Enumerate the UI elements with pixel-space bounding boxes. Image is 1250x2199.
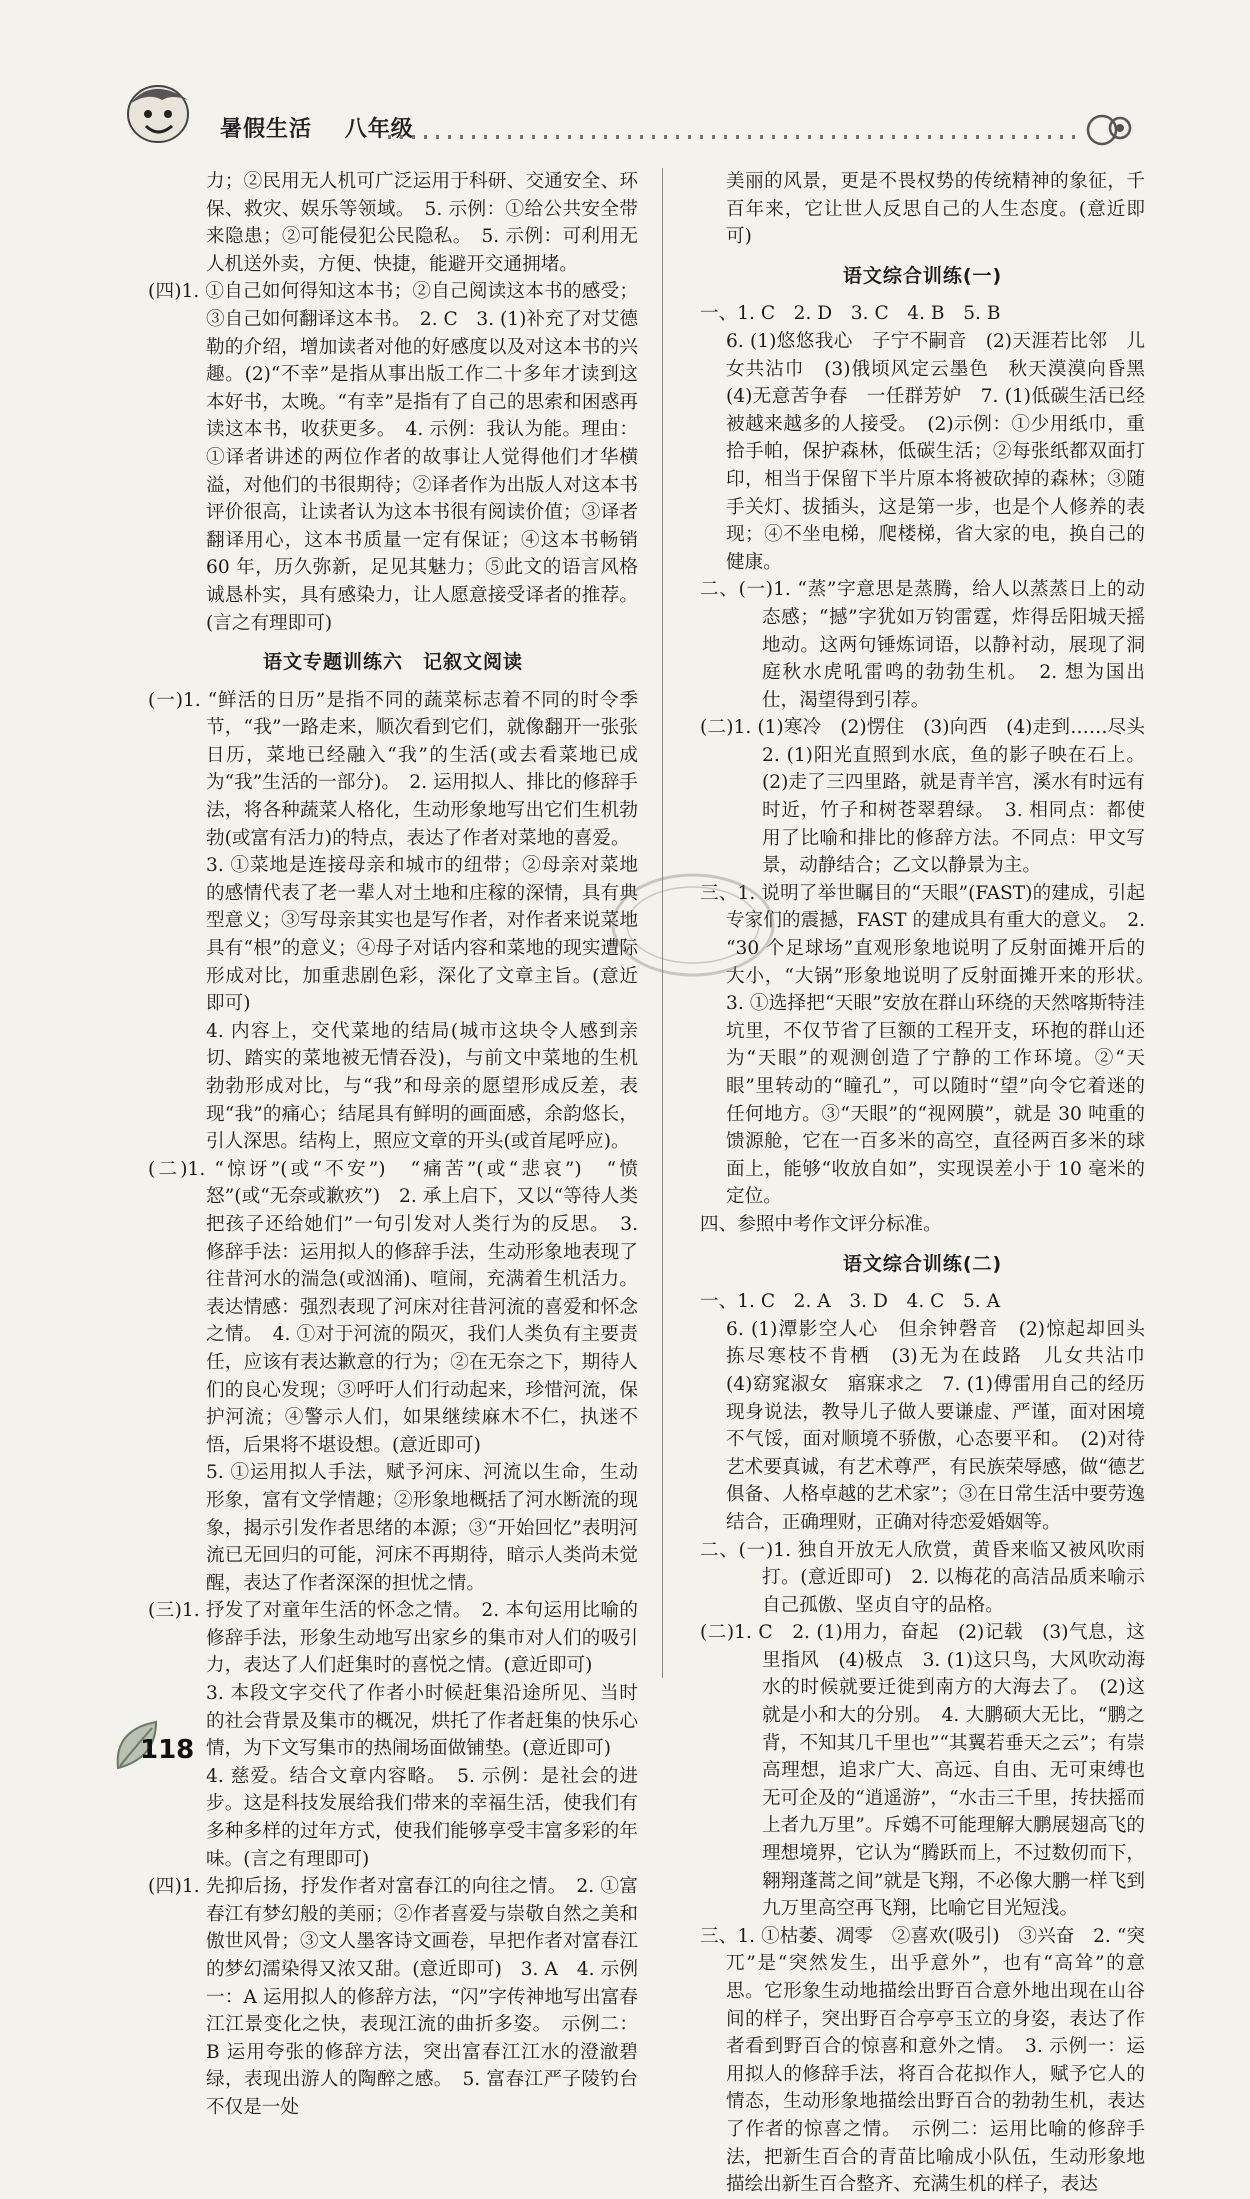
test-1-part-3: (二)1. (1)寒冷 (2)愣住 (3)向西 (4)走到……尽头 2. (1)阳光直照到水底，鱼的影子映在石上。(2)走了三四里路，就是青羊宫，溪水有时远有时近，竹子和树苍翠碧绿。 3. 相同点：都使用了比喻和排比的修辞方法。不同点：甲文写景，动静结合；乙文以静景为主。: [700, 717, 1164, 877]
answer-s1-q3: 3. ①菜地是连接母亲和城市的纽带；②母亲对菜地的感情代表了老一辈人对土地和庄稼的深情，具有典型意义；③写母亲其实也是写作者，对作者来说菜地具有“根”的意义；④母子对话内容和菜地的现实遭际形成对比，加重悲剧色彩，深化了文章主旨。(意近即可): [206, 855, 638, 1015]
answer-s1-q4: 4. 内容上，交代菜地的结局(城市这块令人感到亲切、踏实的菜地被无情吞没)，与前文中菜地的生机勃勃形成对比，与“我”和母亲的愿望形成反差，表现“我”的痛心；结尾具有鲜明的画面感，余韵悠长，引人深思。结构上，照应文章的开头(或首尾呼应)。: [206, 1020, 638, 1153]
page-header: [0, 0, 1250, 150]
test-1-part-4: 三、1. 说明了举世瞩目的“天眼”(FAST)的建成，引起专家们的震撼，FAST 的建成具有重大的意义。 2. “30 个足球场”直观形象地说明了反射面摊开后的大小，“大锅”形象地说明了反射面摊开来的形状。 3. ①选择把“天眼”安放在群山环绕的天然喀斯特洼坑里，不仅节省了巨额的工程开支，环抱的群山还为“天眼”的观测创造了宁静的工作环境。②“天眼”里转动的“瞳孔”，可以随时“望”向令它着迷的任何地方。③“天眼”的“视网膜”，就是 30 吨重的馈源舱，它在一百多米的高空，直径两百多米的球面上，能够“收放自如”，实现误差小于 10 毫米的定位。: [700, 882, 1164, 1208]
continued-answer-right: 美丽的风景，更是不畏权势的传统精神的象征，千百年来，它让世人反思自己的人生态度。(意近即可): [726, 171, 1145, 248]
test-1-title: 语文综合训练(一): [842, 264, 1003, 287]
answer-s2-q5: 5. ①运用拟人手法，赋予河床、河流以生命，生动形象，富有文学情趣；②形象地概括了河水断流的现象，揭示引发作者思绪的本源；③“开始回忆”表明河流已无回归的可能，河床不再期待，暗示人类尚未觉醒，表达了作者深深的担忧之情。: [206, 1462, 638, 1594]
continued-answer: 力；②民用无人机可广泛运用于科研、交通安全、环保、救灾、娱乐等领域。 5. 示例：①给公共安全带来隐患；②可能侵犯公民隐私。 5. 示例：可利用无人机送外卖，方便、快捷，能避开交通拥堵。: [206, 171, 638, 275]
test-2-part-2: 二、(一)1. 独自开放无人欣赏，黄昏来临又被风吹雨打。(意近即可) 2. 以梅花的高洁品质来喻示自己孤傲、坚贞自守的品格。: [700, 1539, 1145, 1616]
right-column: [700, 168, 1164, 2199]
test-1-part-5: 四、参照中考作文评分标准。: [700, 1213, 942, 1235]
answer-s2-q1: (二)1. “惊讶”(或“不安”) “痛苦”(或“悲哀”) “愤怒”(或“无奈或歉疚”) 2. 承上启下，又以“等待人类把孩子还给她们”一句引发对人类行为的反思。 3. 修辞手法：运用拟人的修辞手法，生动形象地表现了往昔河水的湍急(或汹涌)、喧闹，充满着生机活力。表达情感：强烈表现了河床对往昔河流的喜爱和怀念之情。 4. ①对于河流的陨灭，我们人类负有主要责任，应该有表达歉意的行为；②在无奈之下，期待人们的良心发现；③呼吁人们行动起来，珍惜河流，保护河流；④警示人们，如果继续麻木不仁，执迷不悟，后果将不堪设想。(意近即可): [148, 1158, 638, 1456]
grade-label: 八年级: [344, 117, 414, 142]
test-1-part-1: 一、1. C 2. D 3. C 4. B 5. B: [700, 303, 1001, 325]
test-2-part-3: (二)1. C 2. (1)用力，奋起 (2)记载 (3)气息，这里指风 (4)极点 3. (1)这只鸟，大风吹动海水的时候就要迁徙到南方的大海去了。 (2)这就是小和大的分别。 4. 大鹏硕大无比，“鹏之背，不知其几千里也”“其翼若垂天之云”；有崇高理想，追求广大、高远、自由、无可束缚也无可企及的“逍遥游”，“水击三千里，抟扶摇而上者九万里”。斥鴳不可能理解大鹏展翅高飞的理想境界，它认为“腾跃而上，不过数仞而下，翱翔蓬蒿之间”就是飞翔，不必像大鹏一样飞到九万里高空再飞翔，比喻它目光短浅。: [700, 1622, 1145, 1920]
page-number: 118: [140, 1735, 195, 1765]
watermark-stamp: [608, 870, 778, 980]
answer-part-4: (四)1. ①自己如何得知这本书；②自己阅读这本书的感受；③自己如何翻译这本书。 2. C 3. (1)补充了对艾德勒的介绍，增加读者对他的好感度以及对这本书的兴趣。(2)“不幸”是指从事出版工作二十多年才读到这本好书，太晚。“有幸”是指有了自己的思索和困惑再读这本书，收获更多。 4. 示例：我认为能。理由：①译者讲述的两位作者的故事让人觉得他们才华横溢，对他们的书很期待；②译者作为出版人对这本书评价很高，让读者认为这本书很有阅读价值；③译者翻译用心，这本书质量一定有保证；④这本书畅销 60 年，历久弥新，足见其魅力；⑤此文的语言风格诚恳朴实，具有感染力，让人愿意接受译者的推荐。(言之有理即可): [148, 281, 638, 634]
header-circles-icon: [1080, 108, 1150, 148]
left-column: [148, 168, 638, 2122]
test-2-part-4: 三、1. ①枯萎、凋零 ②喜欢(吸引) ③兴奋 2. “突兀”是“突然发生，出乎意外”，也有“高耸”的意思。它形象生动地描绘出野百合意外地出现在山谷间的样子，突出野百合亭亭玉立的身姿，表达了作者看到野百合的惊喜和意外之情。 3. 示例一：运用拟人的修辞手法，将百合花拟作人，赋予它人的情态，生动形象地描绘出野百合的勃勃生机，表达了作者的惊喜之情。 示例二：运用比喻的修辞手法，把新生百合的青苗比喻成小队伍，生动形象地描绘出新生百合整齐、充满生机的样子，表达: [700, 1925, 1145, 2196]
answer-s3-q3: 3. 本段文字交代了作者小时候赶集沿途所见、当时的社会背景及集市的概况，烘托了作者赶集的快乐心情，为下文写集市的热闹场面做铺垫。(意近即可): [206, 1683, 638, 1760]
answer-s3-q4: 4. 慈爱。结合文章内容略。 5. 示例：是社会的进步。这是科技发展给我们带来的幸福生活，使我们有多种多样的过年方式，使我们能够享受丰富多彩的年味。(言之有理即可): [206, 1765, 638, 1870]
test-1-part-1b: 6. (1)悠悠我心 子宁不嗣音 (2)天涯若比邻 儿女共沾巾 (3)俄顷风定云墨色 秋天漠漠向昏黑 (4)无意苦争春 一任群芳妒 7. (1)低碳生活已经被越来越多的人接受。 (2)示例：①少用纸巾，重拾手帕，保护森林，低碳生活；②每张纸都双面打印，相当于保留下半片原本将被砍掉的森林；③随手关灯、拔插头，这是第一步，也是个人修养的表现；④不坐电梯，爬楼梯，省大家的电，换自己的健康。: [726, 330, 1164, 573]
test-1-part-2: 二、(一)1. “蒸”字意思是蒸腾，给人以蒸蒸日上的动态感；“撼”字犹如万钧雷霆，炸得岳阳城天摇地动。这两句锤炼词语，以静衬动，展现了洞庭秋水虎吼雷鸣的勃勃生机。 2. 想为国出仕，渴望得到引荐。: [700, 579, 1145, 711]
book-title: 暑假生活: [220, 117, 313, 142]
header-dotted-line: [388, 132, 1078, 142]
answer-s1-q1: (一)1. “鲜活的日历”是指不同的蔬菜标志着不同的时令季节，“我”一路走来，顺次看到它们，就像翻开一张张日历，菜地已经融入“我”的生活(或去看菜地已成为“我”生活的一部分)。 2. 运用拟人、排比的修辞手法，将各种蔬菜人格化，生动形象地写出它们生机勃勃(或富有活力)的特点，表达了作者对菜地的喜爱。: [148, 689, 638, 849]
answer-s4-q1: (四)1. 先抑后扬，抒发作者对富春江的向往之情。 2. ①富春江有梦幻般的美丽；②作者喜爱与崇敬自然之美和傲世风骨；③文人墨客诗文画卷，早把作者对富春江的梦幻濡染得又浓又甜。(意近即可) 3. A 4. 示例一：A 运用拟人的修辞方法，“闪”字传神地写出富春江江景变化之快，表现江流的曲折多姿。 示例二：B 运用夸张的修辞方法，突出富春江江水的澄澈碧绿，表现出游人的陶醉之感。 5. 富春江严子陵钓台不仅是一处: [148, 1876, 638, 2118]
test-2-part-1b: 6. (1)潭影空人心 但余钟磬音 (2)惊起却回头 拣尽寒枝不肯栖 (3)无为在歧路 儿女共沾巾 (4)窈窕淑女 寤寐求之 7. (1)傅雷用自己的经历现身说法，教导儿子做人要谦虚、严谨，面对困境不气馁，面对顺境不骄傲，心态要平和。 (2)对待艺术要真诚，有艺术尊严，有民族荣辱感，做“德艺俱备、人格卓越的艺术家”；③在日常生活中要劳逸结合，正确理财，正确对待恋爱婚姻等。: [726, 1318, 1164, 1533]
test-2-part-1: 一、1. C 2. A 3. D 4. C 5. A: [700, 1291, 1001, 1313]
mascot-icon: [122, 80, 200, 150]
answer-s3-q1: (三)1. 抒发了对童年生活的怀念之情。 2. 本句运用比喻的修辞手法，形象生动地写出家乡的集市对人们的吸引力，表达了人们赶集时的喜悦之情。(意近即可): [148, 1600, 638, 1677]
test-2-title: 语文综合训练(二): [842, 1252, 1003, 1275]
section-title: 语文专题训练六 记叙文阅读: [262, 651, 523, 674]
